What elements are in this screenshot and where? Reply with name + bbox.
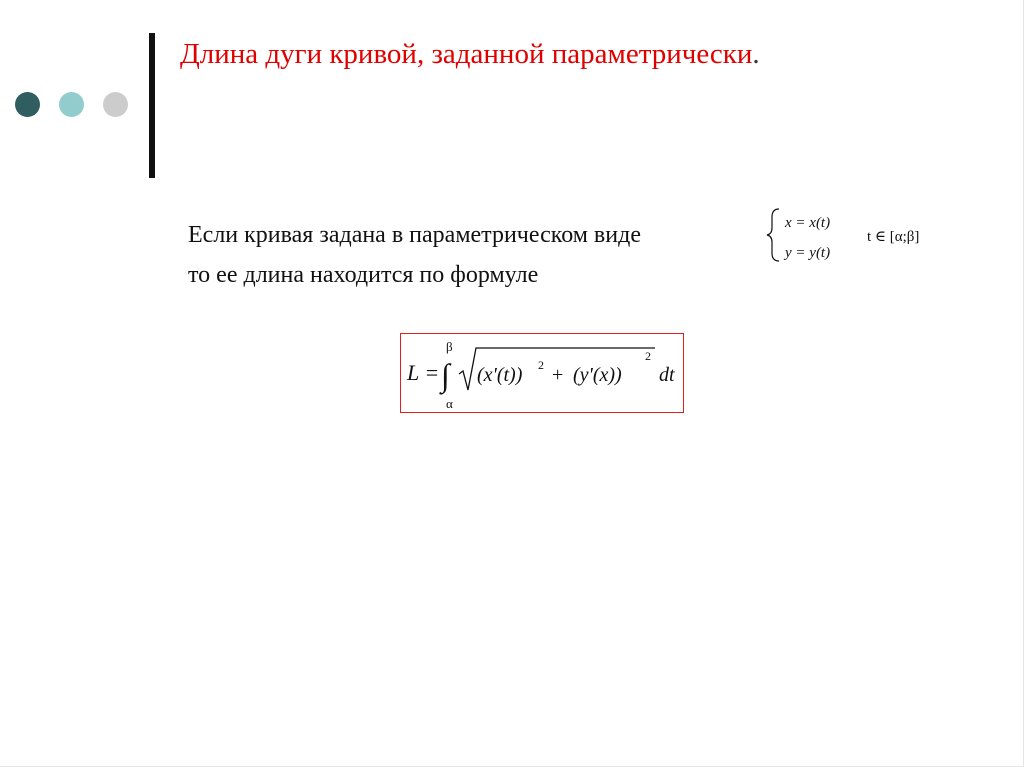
body-line-2: то ее длина находится по формуле	[188, 262, 539, 288]
decor-dot-light	[103, 92, 128, 117]
formula-box	[400, 333, 684, 413]
exponent-b: 2	[645, 349, 651, 363]
param-eq-x: x = x(t)	[785, 215, 831, 231]
radicand-x-derivative: (x'(t))	[477, 364, 523, 386]
differential-dt: dt	[659, 364, 675, 386]
arc-length-formula	[401, 334, 685, 414]
parametric-system	[763, 203, 953, 267]
body-line-1: Если кривая задана в параметрическом виде	[188, 222, 641, 248]
title-period: .	[752, 38, 760, 70]
exponent-a: 2	[538, 358, 544, 372]
integral-sign: ∫	[441, 357, 450, 393]
formula-lhs: L =	[407, 360, 440, 385]
lower-limit: α	[446, 396, 453, 411]
decor-dot-mid	[59, 92, 84, 117]
system-brace	[767, 209, 779, 261]
slide-title	[180, 38, 760, 71]
title-text: Длина дуги кривой, заданной параметрически	[180, 38, 753, 70]
radicand-y-derivative: (y'(x))	[573, 364, 622, 386]
param-eq-y: y = y(t)	[785, 245, 831, 261]
decor-vertical-bar	[149, 33, 155, 178]
param-domain: t ∈ [α;β]	[867, 229, 920, 245]
upper-limit: β	[446, 339, 453, 354]
decor-dot-dark	[15, 92, 40, 117]
plus-sign: +	[552, 364, 564, 386]
